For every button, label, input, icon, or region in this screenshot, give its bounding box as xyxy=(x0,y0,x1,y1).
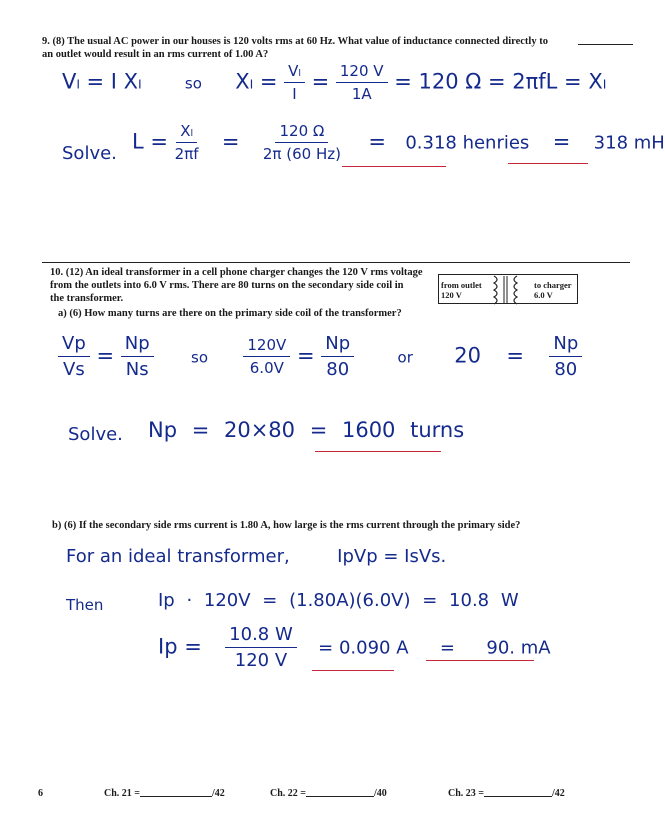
q10-part-b: b) (6) If the secondary side rms current is 1.80 A, how large is the rms current through the primary side? xyxy=(52,520,521,531)
q10-b-result2-underline xyxy=(426,660,534,661)
q9-line1 xyxy=(62,62,606,103)
q10-a-line1 xyxy=(58,333,582,380)
footer-ch22-total: /40 xyxy=(373,788,387,799)
q10-b-line2: Ip · 120V = (1.80A)(6.0V) = 10.8 W xyxy=(158,590,519,611)
q9-answer1: 0.318 henries xyxy=(405,132,530,154)
q9-result: = 120 Ω = 2πfL = Xₗ xyxy=(394,69,607,94)
q10-a-solve: Np = 20×80 = 1600 turns xyxy=(148,418,465,442)
q10-a-frac3 xyxy=(243,336,290,377)
q10-a-eq2: = xyxy=(296,343,315,368)
footer-ch21-blank xyxy=(140,796,212,797)
q10-b-lead: For an ideal transformer, xyxy=(66,546,290,567)
footer-ch22-blank xyxy=(306,796,374,797)
footer-ch22 xyxy=(270,788,387,799)
q9-solve-label: Solve. xyxy=(62,143,117,164)
q9-line2-frac2 xyxy=(263,122,341,163)
q10-b-line3 xyxy=(158,624,551,671)
q10-b-frac-den: 120 V xyxy=(234,650,288,671)
q10-b-then: Then xyxy=(66,596,104,614)
q10-b-eq: = xyxy=(439,637,455,659)
diagram-right-labels xyxy=(534,280,572,300)
q10-b-result1-underline xyxy=(312,670,394,671)
q9-line2-frac1 xyxy=(175,122,199,163)
q9-eq-sign: = xyxy=(311,69,330,94)
q10-a-frac4-den: 80 xyxy=(326,359,350,380)
q9-top-stroke xyxy=(578,44,633,45)
q9-frac2-num: 120 V xyxy=(336,62,388,83)
footer-ch22-label: Ch. 22 = xyxy=(270,788,306,799)
q9-prompt-line2: an outlet would result in an rms current of 1.00 A? xyxy=(42,49,269,60)
footer-ch21 xyxy=(104,788,225,799)
q10-b-frac-num: 10.8 W xyxy=(225,624,297,648)
q10-a-eq3: = xyxy=(506,343,524,368)
q9-answer1-underline xyxy=(342,166,446,167)
q9-line2-eq3: = xyxy=(552,129,571,154)
q10-a-frac1 xyxy=(58,333,90,380)
q9-frac1 xyxy=(284,62,305,103)
q9-line2 xyxy=(132,122,665,163)
q9-prompt-line1: 9. (8) The usual AC power in our houses is 120 volts rms at 60 Hz. What value of inductance connected directly to xyxy=(42,36,548,47)
diagram-left-label2: 120 V xyxy=(441,290,462,300)
q10-a-frac1-num: Vp xyxy=(58,333,90,357)
q10-prompt-line3: the transformer. xyxy=(50,293,124,304)
q10-b-frac xyxy=(225,624,297,671)
q9-frac1-num: Vₗ xyxy=(284,62,305,83)
q10-prompt-line2: from the outlets into 6.0 V rms. There are 80 turns on the secondary side coil in xyxy=(50,280,404,291)
page-number: 6 xyxy=(38,788,43,799)
q9-eq1: Vₗ = I Xₗ xyxy=(62,69,142,94)
q10-a-frac4 xyxy=(321,333,354,380)
q10-b-line1 xyxy=(66,546,446,567)
q10-a-frac5-num: Np xyxy=(549,333,582,357)
q9-prompt xyxy=(42,35,627,61)
q10-a-frac4-num: Np xyxy=(321,333,354,357)
q9-line2-frac1-den: 2πf xyxy=(174,145,199,163)
q9-frac1-den: I xyxy=(292,85,297,103)
q10-prompt-line1: 10. (12) An ideal transformer in a cell phone charger changes the 120 V rms voltage xyxy=(50,267,423,278)
q9-so: so xyxy=(184,74,202,93)
q10-a-frac2-den: Ns xyxy=(125,359,149,380)
diagram-left-labels xyxy=(441,280,482,300)
q10-a-eq: = xyxy=(96,343,115,368)
footer-ch23 xyxy=(448,788,565,799)
q10-a-frac3-den: 6.0V xyxy=(249,359,284,377)
q10-b-result1: = 0.090 A xyxy=(318,637,409,659)
q10-part-a: a) (6) How many turns are there on the primary side coil of the transformer? xyxy=(58,308,402,319)
q9-line2-frac1-num: Xₗ xyxy=(176,122,197,143)
diagram-right-label1: to charger xyxy=(534,280,572,290)
footer-ch21-total: /42 xyxy=(211,788,225,799)
q10-prompt xyxy=(50,266,430,305)
q10-a-frac2 xyxy=(121,333,154,380)
q10-a-frac5 xyxy=(549,333,582,380)
q9-line2-frac2-den: 2π (60 Hz) xyxy=(262,145,341,163)
q9-frac2 xyxy=(336,62,388,103)
footer-ch23-total: /42 xyxy=(551,788,565,799)
q9-line2-eq: = xyxy=(221,129,240,154)
q10-a-solve-label: Solve. xyxy=(68,424,123,445)
q10-b-power-eq: IpVp = IsVs. xyxy=(337,546,447,567)
transformer-diagram xyxy=(438,268,578,310)
q9-l-eq: L = xyxy=(132,129,168,154)
diagram-right-label2: 6.0 V xyxy=(534,290,553,300)
q9-line2-frac2-num: 120 Ω xyxy=(275,122,328,143)
footer-ch21-label: Ch. 21 = xyxy=(104,788,140,799)
q10-a-twenty: 20 xyxy=(454,343,481,368)
q10-b-ip: Ip = xyxy=(158,634,202,659)
q9-xl: Xₗ = xyxy=(235,69,278,94)
q10-b-result2: 90. mA xyxy=(486,637,551,659)
q9-line2-eq2: = xyxy=(368,129,386,154)
q10-a-answer-underline xyxy=(315,451,441,452)
q10-a-frac5-den: 80 xyxy=(554,359,578,380)
q9-frac2-den: 1A xyxy=(351,85,372,103)
q10-a-frac2-num: Np xyxy=(121,333,154,357)
diagram-left-label1: from outlet xyxy=(441,280,482,290)
q10-a-or: or xyxy=(397,348,413,367)
q10-a-frac3-num: 120V xyxy=(243,336,290,357)
section-divider xyxy=(42,262,630,263)
q9-answer2: 318 mH xyxy=(593,132,665,154)
q9-answer2-underline xyxy=(508,163,588,164)
footer-ch23-label: Ch. 23 = xyxy=(448,788,484,799)
q10-a-frac1-den: Vs xyxy=(63,359,85,380)
footer-ch23-blank xyxy=(484,796,552,797)
q10-a-so: so xyxy=(191,348,208,367)
